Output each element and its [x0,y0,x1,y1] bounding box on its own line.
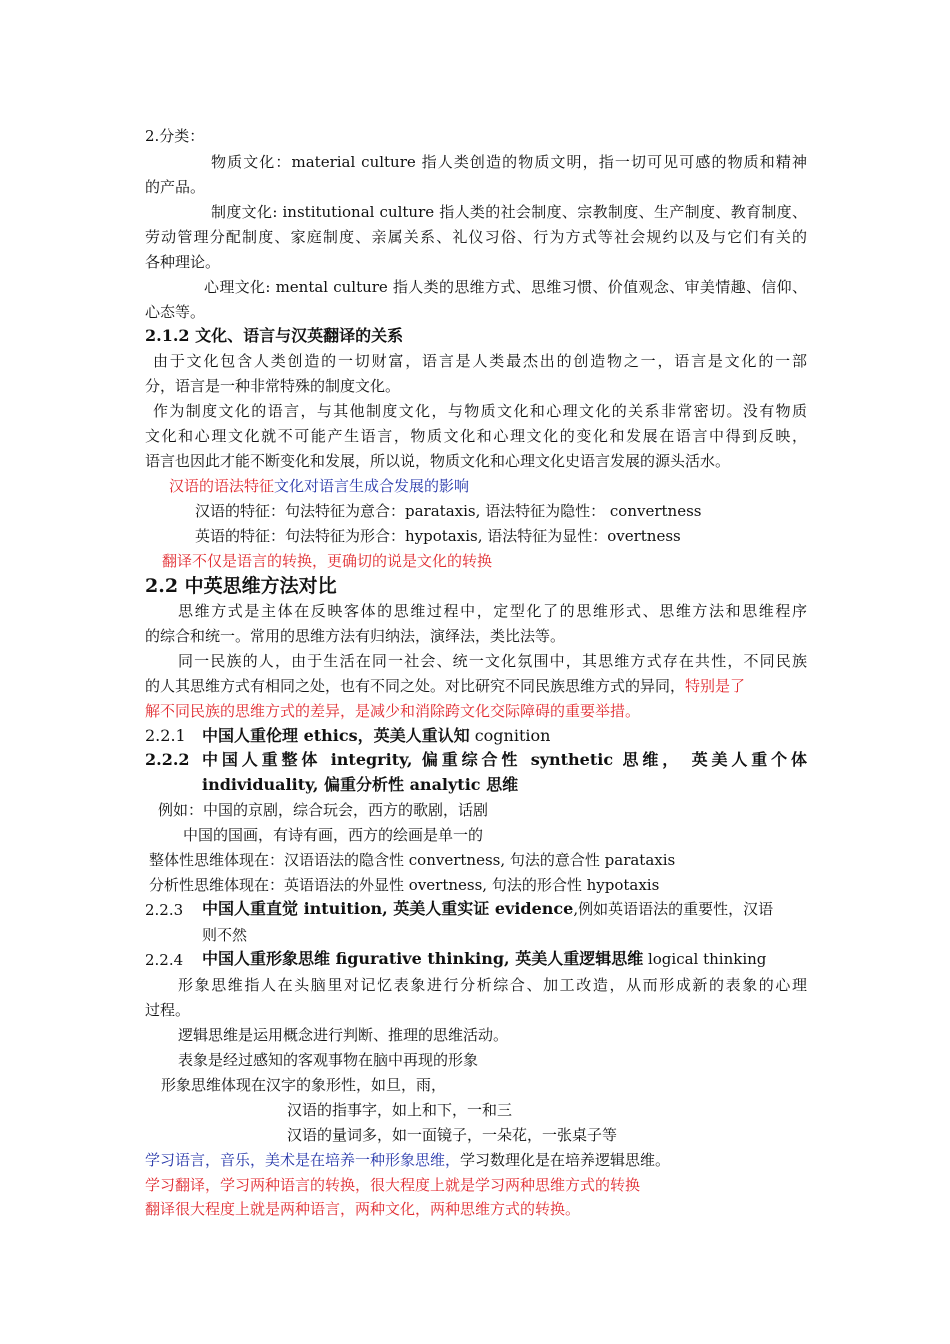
section-224-title-bold: 中国人重形象思维 figurative thinking, 英美人重逻辑思维 [202,949,644,968]
section-223-title-rest: ,例如英语语法的重要性，汉语 [573,900,774,918]
figurative-definition-line-1: 形象思维指人在头脑里对记忆表象进行分析综合、加工改造，从而形成新的表象的心理 [178,976,807,994]
section-224-number: 2.2.4 [145,951,184,969]
measure-word-example-line: 汉语的量词多，如一面镜子，一朵花，一张桌子等 [287,1126,618,1144]
logical-definition-line: 逻辑思维是运用概念进行判断、推理的思维活动。 [178,1026,509,1044]
indicative-example-line: 汉语的指事字，如上和下，一和三 [287,1101,513,1119]
holistic-thinking-line: 整体性思维体现在：汉语语法的隐含性 convertness, 句法的意合性 parataxis [149,851,676,869]
analytic-thinking-line: 分析性思维体现在：英语语法的外显性 overtness, 句法的形合性 hypotaxis [149,876,660,894]
thinking-paragraph-1-line-1: 思维方式是主体在反映客体的思维过程中，定型化了的思维形式、思维方法和思维程序 [178,602,807,620]
section-221-title [202,726,550,746]
figurative-definition-line-2: 过程。 [145,1001,191,1019]
representation-definition-line: 表象是经过感知的客观事物在脑中再现的形象 [178,1051,479,1069]
section-224-title-rest: logical thinking [643,950,767,968]
section-221-title-rest: cognition [469,726,551,745]
relation-paragraph-1-line-1: 由于文化包含人类创造的一切财富，语言是人类最杰出的创造物之一，语言是文化的一部 [153,352,807,370]
example-line-1: 例如：中国的京剧，综合玩会，西方的歌剧，话剧 [158,801,489,819]
english-feature-line: 英语的特征：句法特征为形合：hypotaxis, 语法特征为显性：overtness [195,527,681,545]
thinking-paragraph-1-line-2: 的综合和统一。常用的思维方法有归纳法，演绎法，类比法等。 [145,627,566,645]
thinking-paragraph-2-red: 特别是了 [685,677,746,695]
section-222-number: 2.2.2 [145,750,190,769]
section-222-title-line-2: individuality, 偏重分析性 analytic 思维 [202,775,519,794]
institutional-culture-line-3: 各种理论。 [145,253,221,271]
relation-paragraph-1-line-2: 分，语言是一种非常特殊的制度文化。 [145,377,401,395]
relation-paragraph-2-line-3: 语言也因此才能不断变化和发展，所以说，物质文化和心理文化史语言发展的源头活水。 [145,452,731,470]
mental-culture-line-1: 心理文化: mental culture 指人类的思维方式、思维习惯、价值观念、审美情趣、信仰、 [204,278,807,296]
thinking-paragraph-2-black: 的人其思维方式有相同之处，也有不同之处。对比研究不同民族思维方式的异同， [145,677,686,695]
section-223-title-bold: 中国人重直觉 intuition, 英美人重实证 evidence [202,899,574,918]
institutional-culture-line-1: 制度文化: institutional culture 指人类的社会制度、宗教制度、生产制度、教育制度、 [211,203,807,221]
chinese-feature-line: 汉语的特征：句法特征为意合：parataxis, 语法特征为隐性： convertness [195,502,702,520]
section-224-title [202,949,766,969]
material-culture-line-2: 的产品。 [145,178,206,196]
grammar-feature-blue: 文化对语言生成合发展的影响 [274,477,470,495]
grammar-influence-note [169,476,469,496]
mental-culture-line-2: 心态等。 [145,303,206,321]
closing-line-3: 翻译很大程度上就是两种语言，两种文化，两种思维方式的转换。 [145,1200,581,1218]
translation-culture-note: 翻译不仅是语言的转换，更确切的说是文化的转换 [162,552,493,570]
grammar-feature-red: 汉语的语法特征 [169,477,275,495]
relation-paragraph-2-line-2: 文化和心理文化就不可能产生语言，物质文化和心理文化的变化和发展在语言中得到反映， [145,427,807,445]
section-222-title-line-1: 中国人重整体 integrity, 偏重综合性 synthetic 思维， 英美人重个体 [202,750,807,769]
thinking-paragraph-2-line-1: 同一民族的人，由于生活在同一社会、统一文化氛围中，其思维方式存在共性，不同民族 [178,652,807,670]
example-line-2: 中国的国画，有诗有画，西方的绘画是单一的 [183,826,484,844]
section-221-number: 2.2.1 [145,726,186,745]
section-223-line-2: 则不然 [202,926,248,944]
section-22-heading: 2.2 中英思维方法对比 [145,575,337,597]
relation-paragraph-2-line-1: 作为制度文化的语言，与其他制度文化，与物质文化和心理文化的关系非常密切。没有物质 [153,402,807,420]
closing-line-1-black: 学习数理化是在培养逻辑思维。 [460,1151,671,1169]
classification-heading: 2.分类： [145,127,205,145]
closing-line-1-blue: 学习语言，音乐，美术是在培养一种形象思维， [145,1151,461,1169]
section-223-title [202,899,773,919]
section-223-number: 2.2.3 [145,901,184,919]
section-212-heading: 2.1.2 文化、语言与汉英翻译的关系 [145,326,404,345]
institutional-culture-line-2: 劳动管理分配制度、家庭制度、亲属关系、礼仪习俗、行为方式等社会规约以及与它们有关的 [145,228,807,246]
material-culture-line-1: 物质文化：material culture 指人类创造的物质文明，指一切可见可感的物质和精神 [211,153,807,171]
thinking-paragraph-2-line-2 [145,676,745,696]
closing-line-2: 学习翻译，学习两种语言的转换，很大程度上就是学习两种思维方式的转换 [145,1176,641,1194]
section-221-title-bold: 中国人重伦理 ethics，英美人重认知 [202,726,470,745]
pictographic-example-line: 形象思维体现在汉字的象形性，如旦，雨， [161,1076,447,1094]
closing-line-1 [145,1150,670,1170]
thinking-paragraph-2-line-3: 解不同民族的思维方式的差异，是减少和消除跨文化交际障碍的重要举措。 [145,702,641,720]
